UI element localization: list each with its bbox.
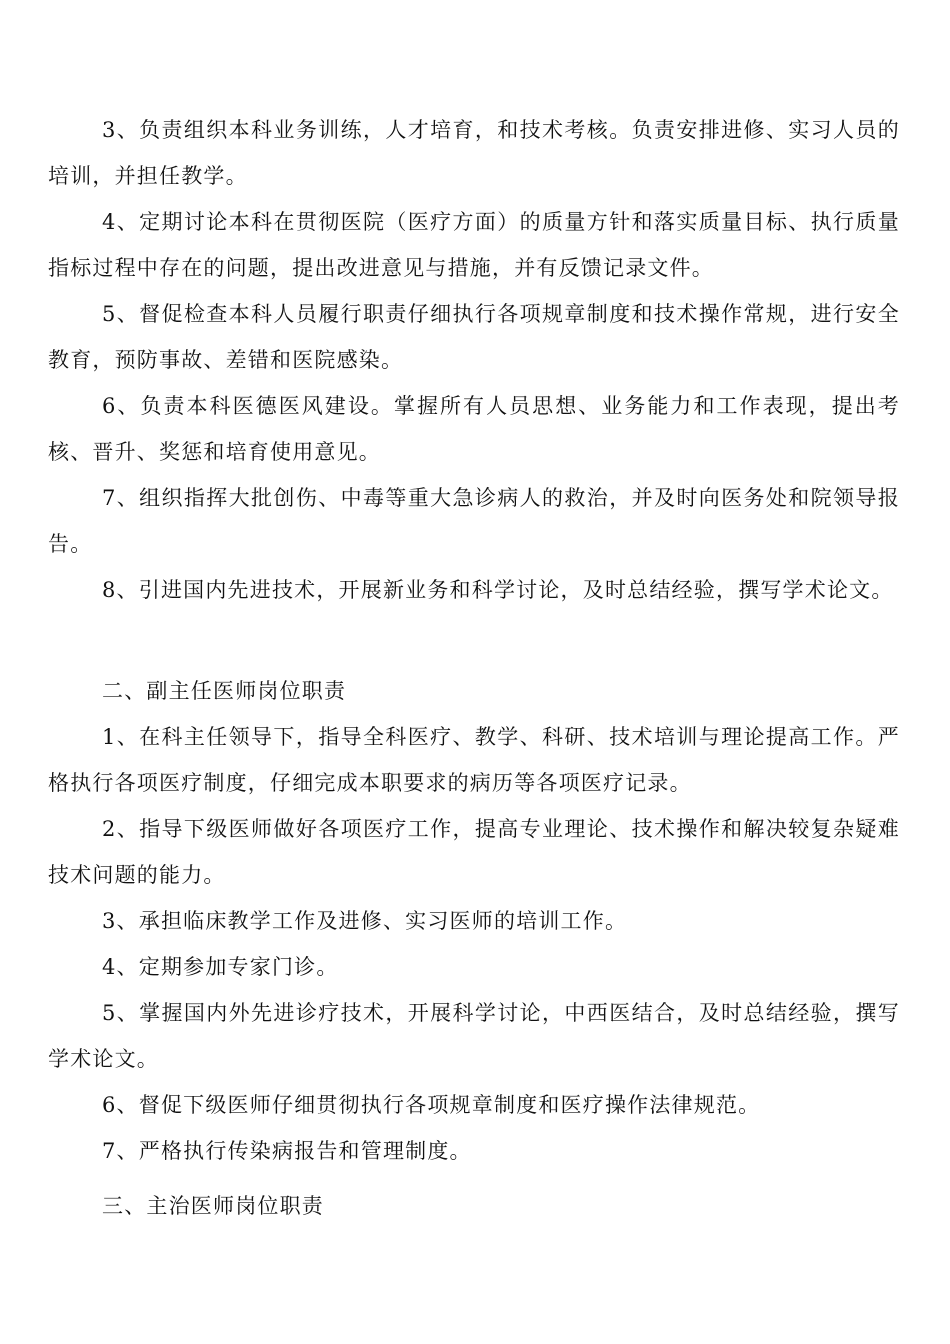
paragraph-item-3: 3、负责组织本科业务训练，人才培育，和技术考核。负责安排进修、实习人员的培训，并担任教学。: [48, 118, 900, 188]
section-heading-deputy-chief: 二、副主任医师岗位职责: [102, 679, 347, 703]
paragraph-item-5: 5、督促检查本科人员履行职责仔细执行各项规章制度和技术操作常规，进行安全教育，预防事故、差错和医院感染。: [48, 302, 900, 372]
paragraph-deputy-item-5: 5、掌握国内外先进诊疗技术，开展科学讨论，中西医结合，及时总结经验，撰写学术论文。: [48, 1001, 900, 1071]
paragraph-deputy-item-4: 4、定期参加专家门诊。: [102, 955, 339, 979]
paragraph-item-8: 8、引进国内先进技术，开展新业务和科学讨论，及时总结经验，撰写学术论文。: [102, 578, 894, 602]
section-heading-attending: 三、主治医师岗位职责: [102, 1194, 324, 1218]
paragraph-item-7: 7、组织指挥大批创伤、中毒等重大急诊病人的救治，并及时向医务处和院领导报告。: [48, 486, 900, 556]
paragraph-deputy-item-7: 7、严格执行传染病报告和管理制度。: [102, 1139, 472, 1163]
paragraph-item-6: 6、负责本科医德医风建设。掌握所有人员思想、业务能力和工作表现，提出考核、晋升、奖惩和培育使用意见。: [48, 394, 900, 464]
paragraph-item-4: 4、定期讨论本科在贯彻医院（医疗方面）的质量方针和落实质量目标、执行质量指标过程中存在的问题，提出改进意见与措施，并有反馈记录文件。: [48, 210, 900, 280]
paragraph-deputy-item-6: 6、督促下级医师仔细贯彻执行各项规章制度和医疗操作法律规范。: [102, 1093, 761, 1117]
paragraph-deputy-item-3: 3、承担临床教学工作及进修、实习医师的培训工作。: [102, 909, 628, 933]
paragraph-deputy-item-1: 1、在科主任领导下，指导全科医疗、教学、科研、技术培训与理论提高工作。严格执行各项医疗制度，仔细完成本职要求的病历等各项医疗记录。: [48, 725, 900, 795]
paragraph-deputy-item-2: 2、指导下级医师做好各项医疗工作，提高专业理论、技术操作和解决较复杂疑难技术问题的能力。: [48, 817, 900, 887]
